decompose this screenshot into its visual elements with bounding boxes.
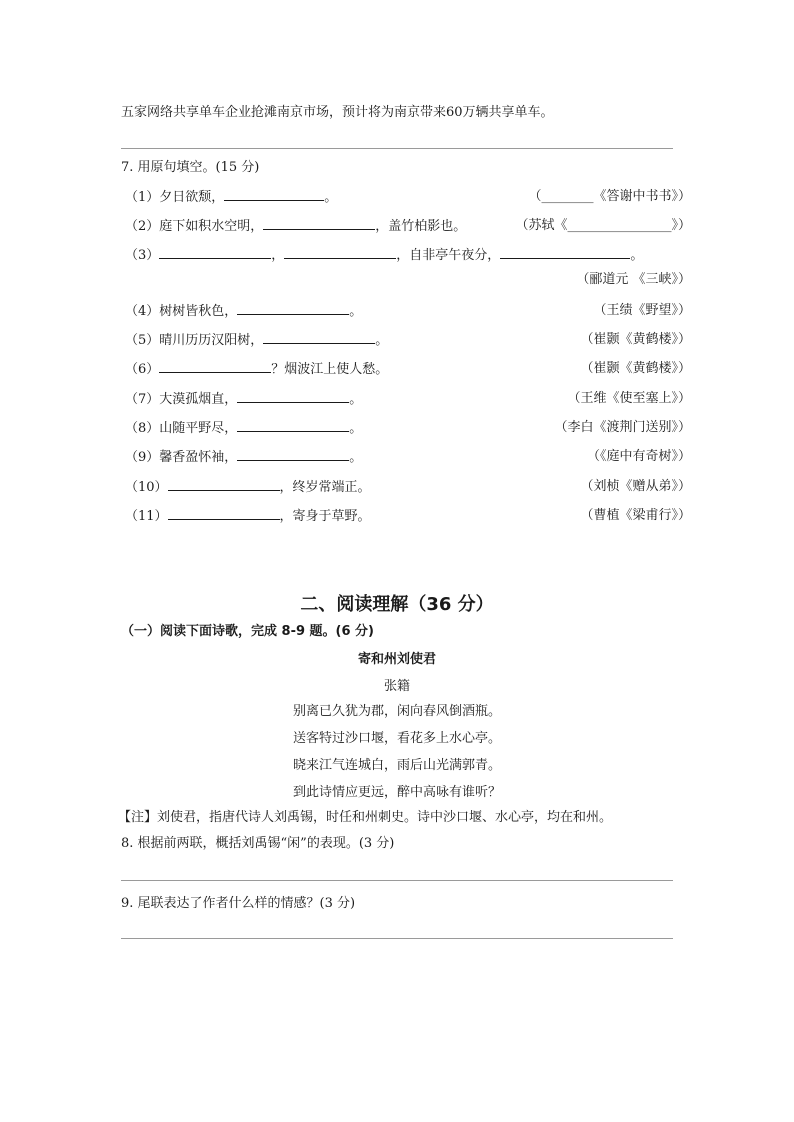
poem-line: 送客特过沙口堰，看花多上水心亭。 xyxy=(292,731,501,746)
item-text: ， xyxy=(271,248,285,263)
q7-item-2 xyxy=(125,217,466,236)
answer-line xyxy=(121,148,673,149)
q8-prompt: 8. 根据前两联，概括刘禹锡“闲”的表现。(3 分) xyxy=(121,836,395,851)
fill-blank[interactable] xyxy=(159,360,271,373)
item-text: ，自非亭午夜分， xyxy=(396,248,501,263)
item-text: 。 xyxy=(349,450,363,465)
item-number: （4） xyxy=(125,304,160,319)
fill-blank[interactable] xyxy=(159,246,271,259)
item-text: 。 xyxy=(324,190,338,205)
item-text: 。 xyxy=(630,248,644,263)
item-number: （5） xyxy=(125,333,160,348)
item-text: 馨香盈怀袖， xyxy=(159,450,238,465)
poem-line: 晓来江气连城白，雨后山光满郭青。 xyxy=(292,758,501,773)
item-number: （9） xyxy=(125,450,160,465)
q7-item-1 xyxy=(125,188,337,207)
intro-sentence: 五家网络共享单车企业抢滩南京市场，预计将为南京带来60万辆共享单车。 xyxy=(121,105,554,120)
item-text: ，寄身于草野。 xyxy=(279,509,371,524)
poem-line: 到此诗情应更远，醉中高咏有谁听？ xyxy=(292,785,501,800)
item-source: （《庭中有奇树》） xyxy=(586,449,691,464)
item-source: （李白《渡荆门送别》） xyxy=(554,420,691,435)
item-text: 山随平野尽， xyxy=(159,421,238,436)
item-source: （刘桢《赠从弟》） xyxy=(580,479,691,494)
fill-blank[interactable] xyxy=(263,331,375,344)
item-text: 晴川历历汉阳树， xyxy=(159,333,264,348)
item-source: （曹植《梁甫行》） xyxy=(580,508,691,523)
item-number: （10） xyxy=(125,480,168,495)
poem-note: 【注】刘使君，指唐代诗人刘禹锡，时任和州刺史。诗中沙口堰、水心亭，均在和州。 xyxy=(118,810,613,825)
item-text: 庭下如积水空明， xyxy=(159,219,264,234)
item-number: （7） xyxy=(125,392,160,407)
fill-blank[interactable] xyxy=(168,478,280,491)
item-number: （1） xyxy=(125,190,160,205)
item-text: 夕日欲颓， xyxy=(159,190,225,205)
q7-item-4 xyxy=(125,302,362,321)
poem-title: 寄和州刘使君 xyxy=(357,652,436,667)
q9-prompt: 9. 尾联表达了作者什么样的情感？(3 分) xyxy=(121,896,356,911)
q7-item-8 xyxy=(125,419,362,438)
item-text: ？烟波江上使人愁。 xyxy=(271,362,389,377)
q7-title: 7. 用原句填空。(15 分) xyxy=(121,160,260,175)
item-source: （王绩《野望》） xyxy=(593,303,691,318)
item-text: 。 xyxy=(349,392,363,407)
item-number: （11） xyxy=(125,509,168,524)
fill-blank[interactable] xyxy=(263,217,375,230)
item-source: （苏轼《________________》） xyxy=(515,218,691,233)
q7-item-7 xyxy=(125,390,362,409)
poem-line: 别离已久犹为郡，闲向春风倒酒瓶。 xyxy=(292,704,501,719)
item-number: （2） xyxy=(125,219,160,234)
item-number: （6） xyxy=(125,362,160,377)
item-source: （崔颢《黄鹤楼》） xyxy=(580,361,691,376)
item-source: （王维《使至塞上》） xyxy=(567,391,691,406)
item-source: （崔颢《黄鹤楼》） xyxy=(580,332,691,347)
section-subheading: （一）阅读下面诗歌，完成 8-9 题。(6 分) xyxy=(121,624,374,639)
fill-blank[interactable] xyxy=(500,246,630,259)
answer-line[interactable] xyxy=(121,880,673,881)
item-number: （3） xyxy=(125,248,160,263)
item-text: 。 xyxy=(349,421,363,436)
fill-blank[interactable] xyxy=(284,246,396,259)
fill-blank[interactable] xyxy=(237,419,349,432)
fill-blank[interactable] xyxy=(237,390,349,403)
item-text: ，终岁常端正。 xyxy=(279,480,371,495)
item-source: （________《答谢中书书》） xyxy=(528,189,691,204)
q7-item-9 xyxy=(125,448,362,467)
item-text: 。 xyxy=(349,304,363,319)
item-text: 。 xyxy=(375,333,389,348)
fill-blank[interactable] xyxy=(168,507,280,520)
item-number: （8） xyxy=(125,421,160,436)
q7-item-11 xyxy=(125,507,371,526)
q7-item-5 xyxy=(125,331,388,350)
section-heading: 二、阅读理解（36 分） xyxy=(300,594,494,615)
q7-item-3 xyxy=(125,246,643,265)
fill-blank[interactable] xyxy=(224,188,324,201)
item-text: ，盖竹柏影也。 xyxy=(375,219,467,234)
fill-blank[interactable] xyxy=(237,302,349,315)
item-text: 大漠孤烟直， xyxy=(159,392,238,407)
fill-blank[interactable] xyxy=(237,448,349,461)
item-source: （郦道元 《三峡》） xyxy=(576,272,691,287)
item-text: 树树皆秋色， xyxy=(159,304,238,319)
poem-author: 张籍 xyxy=(383,679,410,694)
answer-line[interactable] xyxy=(121,938,673,939)
q7-item-6 xyxy=(125,360,388,379)
q7-item-10 xyxy=(125,478,371,497)
